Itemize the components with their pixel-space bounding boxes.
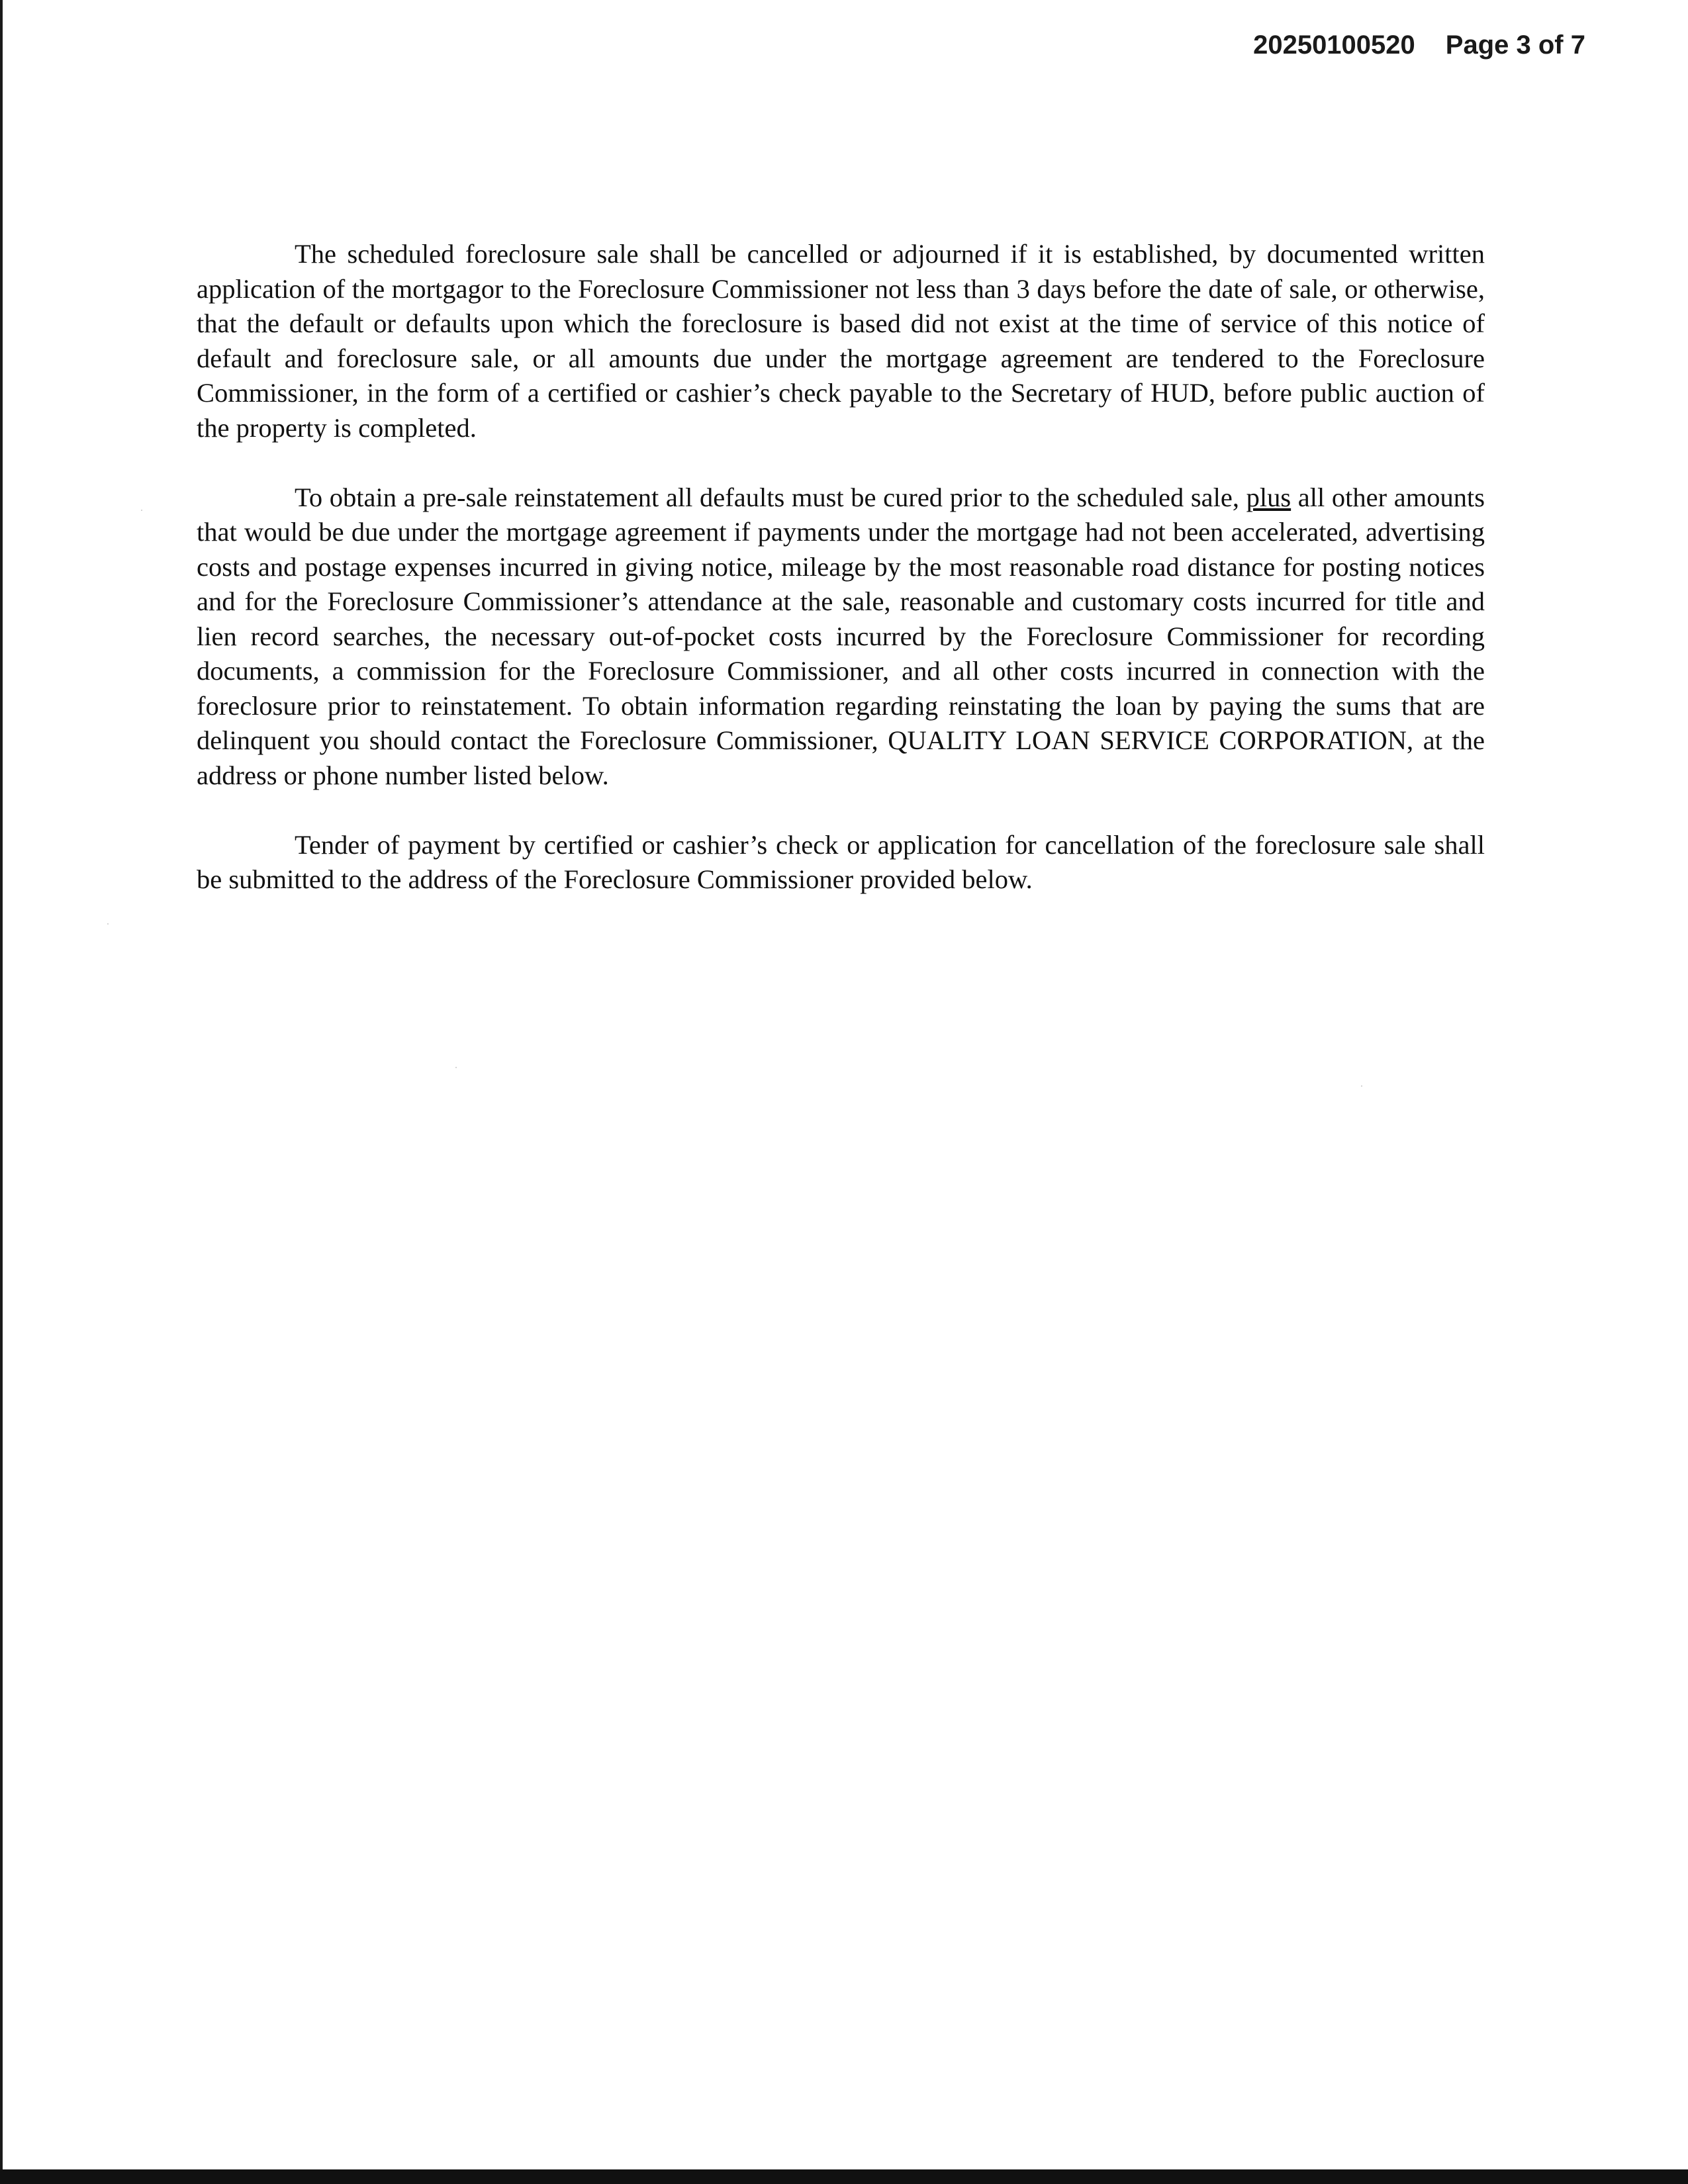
scan-left-edge xyxy=(0,0,3,2169)
document-number: 20250100520 xyxy=(1253,30,1415,60)
paragraph-sale-cancellation: The scheduled foreclosure sale shall be cancelled or adjourned if it is established, by documented written application of the mortgagor to the Foreclosure Commissioner not less than 3 days before the date of sale, or otherwise, that the default or defaults upon which the foreclosure is based did not exist at the time of service of this notice of default and foreclosure sale, or all amounts due under the mortgage agreement are tendered to the Foreclosure Commissioner, in the form of a certified or cashier’s check payable to the Secretary of HUD, before public auction of the property is completed. xyxy=(197,239,1485,443)
page-header xyxy=(1253,30,1585,60)
scan-bottom-edge xyxy=(0,2169,1688,2184)
underlined-plus: plus xyxy=(1246,482,1291,512)
reinstatement-text-start: To obtain a pre-sale reinstatement all defaults must be cured prior to the scheduled sale, xyxy=(295,482,1239,512)
scan-speck xyxy=(455,1067,457,1068)
page-number: Page 3 of 7 xyxy=(1445,30,1585,60)
paragraph-tender-of-payment: Tender of payment by certified or cashier’s check or application for cancellation of the foreclosure sale shall be submitted to the address of the Foreclosure Commissioner provided below. xyxy=(197,829,1485,894)
reinstatement-text-end: all other amounts that would be due under the mortgage agreement if payments under the mortgage had not been accelerated, advertising costs and postage expenses incurred in giving notice, mileage by the most reasonable road distance for posting notices and for the Foreclosure Commissioner’s attendance at the sale, reasonable and customary costs incurred for title and lien record searches, the necessary out-of-pocket costs incurred by the Foreclosure Commissioner for recording documents, a commission for the Foreclosure Commissioner, and all other costs incurred in connection with the foreclosure prior to reinstatement. To obtain information regarding reinstating the loan by paying the sums that are delinquent you should contact the Foreclosure Commissioner, QUALITY LOAN SERVICE CORPORATION, at the address or phone number listed below. xyxy=(197,482,1485,790)
scan-speck xyxy=(107,923,109,925)
paragraph-reinstatement xyxy=(197,480,1485,794)
document-body xyxy=(197,237,1485,932)
scan-speck xyxy=(1361,1085,1362,1087)
scan-speck xyxy=(141,510,142,511)
